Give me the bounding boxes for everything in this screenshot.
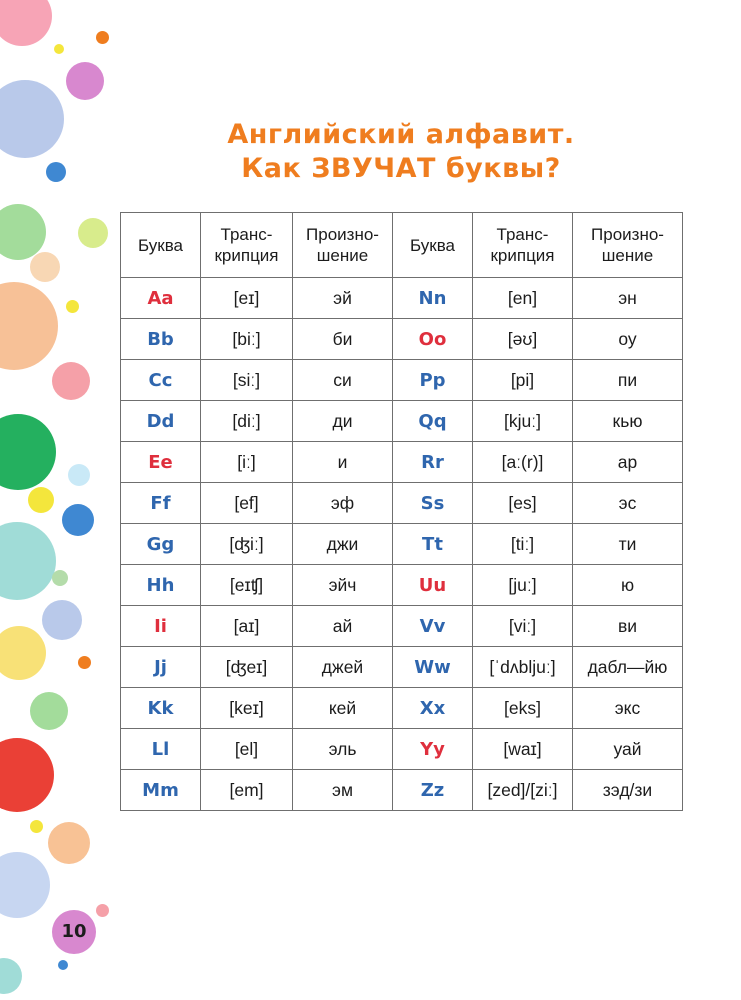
- decor-circle: [0, 958, 22, 994]
- pronunciation-cell: эм: [293, 770, 393, 811]
- decor-circle: [0, 414, 56, 490]
- decor-circle: [0, 0, 52, 46]
- pronunciation-cell: кью: [573, 401, 683, 442]
- decor-circle: [30, 252, 60, 282]
- pronunciation-cell: экс: [573, 688, 683, 729]
- decor-circle: [0, 282, 58, 370]
- letter-cell: Cc: [121, 360, 201, 401]
- table-row: [121, 647, 683, 688]
- transcription-cell: [kjuː]: [473, 401, 573, 442]
- transcription-cell: [juː]: [473, 565, 573, 606]
- letter-cell: Ww: [393, 647, 473, 688]
- header-pronunciation: Произно- шение: [293, 213, 393, 278]
- letter-cell: Hh: [121, 565, 201, 606]
- letter-cell: Xx: [393, 688, 473, 729]
- pronunciation-cell: дабл—йю: [573, 647, 683, 688]
- decor-circle: [96, 904, 109, 917]
- letter-cell: Gg: [121, 524, 201, 565]
- transcription-cell: [tiː]: [473, 524, 573, 565]
- decor-circle: [48, 822, 90, 864]
- decor-circle: [0, 852, 50, 918]
- pronunciation-cell: эн: [573, 278, 683, 319]
- transcription-cell: [siː]: [201, 360, 293, 401]
- pronunciation-cell: эль: [293, 729, 393, 770]
- transcription-cell: [keɪ]: [201, 688, 293, 729]
- transcription-cell: [eɪʧ]: [201, 565, 293, 606]
- letter-cell: Oo: [393, 319, 473, 360]
- letter-cell: Kk: [121, 688, 201, 729]
- pronunciation-cell: кей: [293, 688, 393, 729]
- table-row: [121, 483, 683, 524]
- header-transcription: Транс- крипция: [201, 213, 293, 278]
- page-number-badge: 10: [52, 910, 96, 954]
- pronunciation-cell: эс: [573, 483, 683, 524]
- decor-circle: [0, 204, 46, 260]
- letter-cell: Ll: [121, 729, 201, 770]
- transcription-cell: [es]: [473, 483, 573, 524]
- header-pronunciation: Произно- шение: [573, 213, 683, 278]
- decor-circle: [28, 487, 54, 513]
- table-row: [121, 688, 683, 729]
- table-row: [121, 524, 683, 565]
- decor-circle: [30, 820, 43, 833]
- letter-cell: Tt: [393, 524, 473, 565]
- letter-cell: Vv: [393, 606, 473, 647]
- transcription-cell: [ʤeɪ]: [201, 647, 293, 688]
- pronunciation-cell: зэд/зи: [573, 770, 683, 811]
- letter-cell: Bb: [121, 319, 201, 360]
- decor-circle: [52, 570, 68, 586]
- letter-cell: Aa: [121, 278, 201, 319]
- decor-circle: [0, 626, 46, 680]
- letter-cell: Nn: [393, 278, 473, 319]
- pronunciation-cell: ар: [573, 442, 683, 483]
- pronunciation-cell: джей: [293, 647, 393, 688]
- table-row: [121, 319, 683, 360]
- decor-circle: [66, 300, 79, 313]
- table-row: [121, 565, 683, 606]
- pronunciation-cell: уай: [573, 729, 683, 770]
- decor-circle: [0, 522, 56, 600]
- transcription-cell: [əʊ]: [473, 319, 573, 360]
- pronunciation-cell: пи: [573, 360, 683, 401]
- pronunciation-cell: ю: [573, 565, 683, 606]
- header-letter: Буква: [393, 213, 473, 278]
- decor-circle: [52, 362, 90, 400]
- pronunciation-cell: ви: [573, 606, 683, 647]
- table-header-row: [121, 213, 683, 278]
- decor-circle: [66, 62, 104, 100]
- transcription-cell: [zed]/[ziː]: [473, 770, 573, 811]
- decor-circle: [42, 600, 82, 640]
- transcription-cell: [aɪ]: [201, 606, 293, 647]
- decor-circle: [68, 464, 90, 486]
- transcription-cell: [waɪ]: [473, 729, 573, 770]
- page-title: [120, 118, 682, 186]
- decor-circle: [0, 738, 54, 812]
- pronunciation-cell: си: [293, 360, 393, 401]
- letter-cell: Pp: [393, 360, 473, 401]
- letter-cell: Ss: [393, 483, 473, 524]
- pronunciation-cell: и: [293, 442, 393, 483]
- table-row: [121, 442, 683, 483]
- table-row: [121, 770, 683, 811]
- decor-circle: [54, 44, 64, 54]
- transcription-cell: [en]: [473, 278, 573, 319]
- decor-circle: [96, 31, 109, 44]
- decor-circle: [62, 504, 94, 536]
- transcription-cell: [eks]: [473, 688, 573, 729]
- letter-cell: Ee: [121, 442, 201, 483]
- transcription-cell: [ef]: [201, 483, 293, 524]
- pronunciation-cell: би: [293, 319, 393, 360]
- table-row: [121, 401, 683, 442]
- table-row: [121, 606, 683, 647]
- decor-circle: [78, 218, 108, 248]
- letter-cell: Dd: [121, 401, 201, 442]
- pronunciation-cell: ай: [293, 606, 393, 647]
- letter-cell: Ii: [121, 606, 201, 647]
- decor-circle: [78, 656, 91, 669]
- header-letter: Буква: [121, 213, 201, 278]
- alphabet-table: [120, 212, 683, 811]
- pronunciation-cell: ди: [293, 401, 393, 442]
- title-line-2: Как ЗВУЧАТ буквы?: [241, 153, 561, 184]
- transcription-cell: [eɪ]: [201, 278, 293, 319]
- letter-cell: Mm: [121, 770, 201, 811]
- header-transcription: Транс- крипция: [473, 213, 573, 278]
- transcription-cell: [aː(r)]: [473, 442, 573, 483]
- letter-cell: Jj: [121, 647, 201, 688]
- transcription-cell: [viː]: [473, 606, 573, 647]
- table-row: [121, 278, 683, 319]
- letter-cell: Ff: [121, 483, 201, 524]
- pronunciation-cell: эй: [293, 278, 393, 319]
- pronunciation-cell: ти: [573, 524, 683, 565]
- transcription-cell: [biː]: [201, 319, 293, 360]
- decor-circle: [0, 80, 64, 158]
- letter-cell: Uu: [393, 565, 473, 606]
- decor-circle: [58, 960, 68, 970]
- letter-cell: Yy: [393, 729, 473, 770]
- letter-cell: Zz: [393, 770, 473, 811]
- pronunciation-cell: эйч: [293, 565, 393, 606]
- transcription-cell: [ˈdʌbljuː]: [473, 647, 573, 688]
- table-row: [121, 729, 683, 770]
- transcription-cell: [el]: [201, 729, 293, 770]
- letter-cell: Rr: [393, 442, 473, 483]
- transcription-cell: [pi]: [473, 360, 573, 401]
- title-line-1: Английский алфавит.: [227, 119, 575, 150]
- transcription-cell: [iː]: [201, 442, 293, 483]
- transcription-cell: [ʤiː]: [201, 524, 293, 565]
- letter-cell: Qq: [393, 401, 473, 442]
- table-row: [121, 360, 683, 401]
- decor-circle: [30, 692, 68, 730]
- pronunciation-cell: джи: [293, 524, 393, 565]
- pronunciation-cell: оу: [573, 319, 683, 360]
- transcription-cell: [diː]: [201, 401, 293, 442]
- transcription-cell: [em]: [201, 770, 293, 811]
- decor-circle: [46, 162, 66, 182]
- pronunciation-cell: эф: [293, 483, 393, 524]
